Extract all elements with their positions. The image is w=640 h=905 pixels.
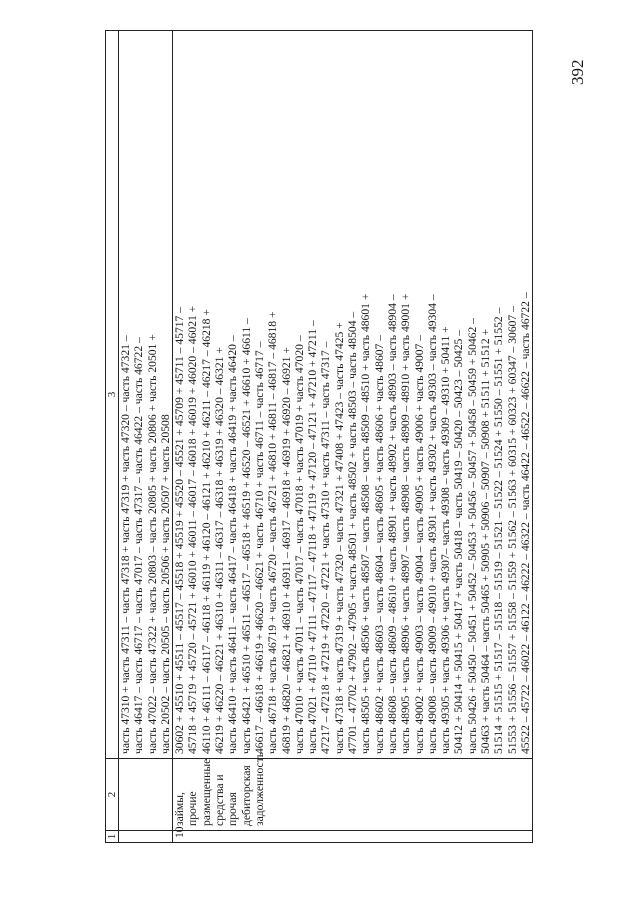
formula-line: 47217 – 47218 + 47219 + 47220 – 47221 + часть 47310 + часть 47311 – часть 47317 – (319, 341, 333, 754)
header-col-3: 3 (106, 31, 119, 759)
continuation-row (119, 31, 173, 843)
formula-line: 45522 – 45722 – 46022 – 46122 – 46222 – 46322 – часть 46422 – 46522 – 46622 – часть 46722 – (518, 292, 532, 754)
formula-line: 30602 + 45510 + 45511 – 45517 – 45518 + 45519 + 45520 – 45521 + 45709 + 45711 – 45717 – (173, 306, 187, 754)
formula-line: часть 46417 – часть 46717 – часть 47017 – часть 47317 – часть 46422 – часть 46722 – (132, 337, 146, 754)
formula-line: часть 47310 + часть 47311 – часть 47318 + часть 47319 + часть 47320 – часть 47321 – (119, 335, 132, 754)
formula-line: 46819 + 46820 – 46821 + 46910 + 46911 – 46917 – 46918 + 46919 + 46920 – 46921 + (279, 347, 293, 754)
formula-line: 47701 – 47702 + 47902 – 47905 + часть 48501 + часть 48502 + часть 48503 – часть 48504 – (346, 311, 360, 754)
row-label-line: займы, прочие размещенные средства и (173, 758, 227, 826)
formula-line: 51514 + 51515 + 51517 – 51518 – 51519 – 51521 – 51522 – 51524 + 51550 – 51551 + 51552 – (492, 307, 506, 754)
formula-line: часть 48505 + часть 48506 + часть 48507 – часть 48508 – часть 48509 – 48510 + часть 48601 + (359, 293, 373, 754)
formula-line: часть 47022 – часть 47322 + часть 20803 – часть 20805 + часть 20806 + часть 20501 + (145, 334, 159, 754)
formula-line: 50463 + часть 50464 – часть 50465 + 50905 + 50906 – 50907 – 50908 + 51511 + 51512 + (479, 328, 493, 754)
formula-line: часть 49002 + часть 49003 – часть 49004 – часть 49005 + часть 49006 + часть 49007 – (412, 334, 426, 754)
formula-line: 46110 + 46111 – 46117 – 46118 + 46119 + 46120 – 46121 + 46210 + 46211 – 46217 – 46218 + (199, 309, 213, 754)
header-col-2: 2 (106, 759, 119, 831)
formula-line: 46617 – 46618 + 46619 + 46620 – 46621 + часть 46710 + часть 46711 – часть 46717 – (252, 341, 266, 754)
formula-line: часть 47318 + часть 47319 + часть 47320 – часть 47321 + 47408 + 47423 – часть 47425 + (332, 322, 346, 754)
row-10 (173, 31, 533, 843)
formula-line: часть 46718 + часть 46719 + часть 46720 – часть 46721 + 46810 + 46811 – 46817 – 46818 + (266, 311, 280, 754)
formula-line: 45718 + 45719 + 45720 – 45721 + 46010 + 46011 – 46017 – 46018 + 46019 + 46020 – 46021 + (186, 305, 200, 754)
formula-line: часть 20502 – часть 20505 – часть 20506 + часть 20507 + часть 20508 (158, 414, 172, 754)
formula-line: 51553 + 51556 – 51557 + 51558 – 51559 + 51562 – 51563 + 60315 + 60323 + 60347 – 30607 – (505, 306, 519, 754)
formula-line: часть 47021 + 47110 + 47111 – 47117 – 47118 + 47119 + 47120 – 47121 + 47210 + 47211 – (306, 320, 320, 754)
formula-line: часть 48905 + часть 48906 + часть 48907 – часть 48908 – часть 48909 – 48910 + часть 49001 + (399, 293, 413, 754)
page-number: 392 (568, 59, 587, 85)
continuation-label-cell (119, 759, 173, 831)
formula-line: часть 46421 + 46510 + 46511 – 46517 – 46518 + 46519 + 46520 – 46521 + 46610 + 46611 – (239, 318, 253, 754)
continuation-formula-cell (119, 31, 173, 759)
formula-line: часть 48602 + часть 48603 – часть 48604 – часть 48605 + часть 48606 + часть 48607 – (372, 334, 386, 754)
formula-line: часть 49305 + часть 49306 + часть 49307– часть 49308 – часть 49309 – 49310 + 50411 + (439, 326, 453, 754)
header-row (106, 31, 119, 843)
formula-line: часть 48608 – часть 48609 – 48610 + часть 48901 + часть 48902 + часть 48903 – часть 48904 – (385, 294, 399, 754)
formula-line: часть 47010 + часть 47011 – часть 47017 – часть 47018 + часть 47019 + часть 47020 – (292, 335, 306, 754)
formula-line: часть 50426 + 50450 – 50451 + 50452 – 50453 + 50456 – 50457 + 50458 – 50459 + 50462 – (465, 318, 479, 754)
header-col-1: 1 (106, 831, 119, 843)
formula-line: часть 46410 + часть 46411 – часть 46417 – часть 46418 + часть 46419 + часть 46420 – (226, 335, 240, 754)
formula-line: 46219 + 46220 – 46221 + 46310 + 46311 – 46317 – 46318 + 46319 + 46320 – 46321 + (213, 347, 227, 754)
formula-line: 50412 + 50414 + 50415 + 50417 + часть 50418 – часть 50419 – 50420 – 50423 – 50425 – (452, 329, 466, 754)
row-number: 10 (173, 831, 533, 843)
formula-table (105, 30, 533, 843)
row-formula-cell (173, 31, 533, 759)
continuation-number-cell (119, 831, 173, 843)
formula-line: часть 49008 – часть 49009 – 49010 + часть 49301 + часть 49302 + часть 49303 – часть 49304 – (425, 294, 439, 754)
row-label-line: прочая дебиторская задолженность (226, 751, 266, 826)
row-label (173, 751, 533, 831)
